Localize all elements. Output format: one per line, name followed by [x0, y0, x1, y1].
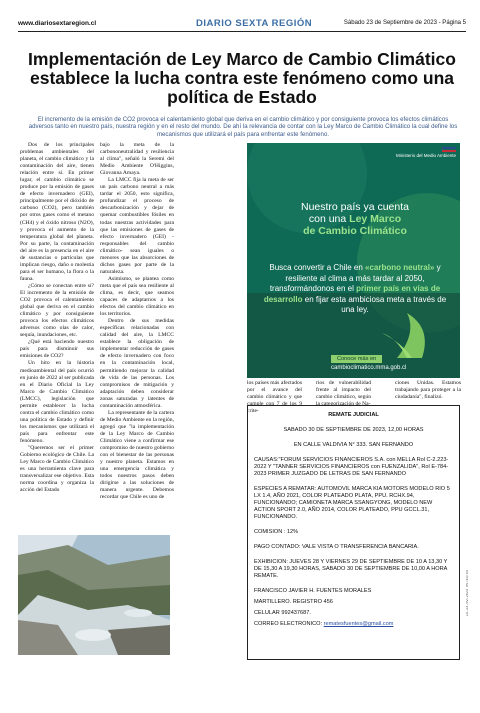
- auction-notice: [247, 405, 460, 660]
- ad-headline-2: [265, 213, 445, 237]
- paragraph: Dos de los principales problemas ambientales del planeta, el cambio climático y la contaminación del aire, tienen relación entre sí. En primer lugar, el cambio climático se produce por la emisión de gases de efecto invernadero (GEI), principalmente por el dióxido de carbono (CO2), pero también por otros gases como el metano (CH4) y el óxido nitroso (N2O), y provoca el aumento de la temperatura global del planeta. Por su parte, la contaminación del aire es la presencia en el aire de sustancias o partículas que implican riesgo, daño o molestia para el ser humano, la flora o la fauna.: [20, 142, 94, 282]
- ad-headline: [265, 201, 445, 213]
- ministry-flag: [396, 147, 456, 158]
- article-column-1: [20, 142, 94, 494]
- page-header: [18, 18, 466, 32]
- auction-comision: COMISION : 12%: [254, 529, 299, 535]
- paragraph: La LMCC fija la meta de ser un país carbono neutral a más tardar el 2050, esto significa, profundizar el proceso de descarbonización y dejar de quemar combustibles fósiles en todas nuestras actividades para que las emisiones de gases de efecto invernadero (GEI) - responsables del cambio climático- sean iguales o menores que las absorciones de dichos gases por parte de la naturaleza.: [100, 177, 174, 275]
- climate-law-advertisement[interactable]: [247, 143, 460, 378]
- ministry-name: Ministerio del Medio Ambiente: [395, 153, 456, 158]
- article-column-2: [100, 142, 174, 501]
- river-photo: [18, 535, 170, 655]
- ad-body-text: Busca convertir a Chile en: [269, 263, 363, 272]
- ad-headline-word: con una: [308, 213, 347, 225]
- ad-headline-highlight-2: de Cambio Climático: [303, 225, 407, 237]
- ad-cta-label: Conoce más en: [331, 355, 382, 363]
- auctioneer-role: MARTILLERO. REGISTRO 456: [254, 599, 333, 605]
- issue-date: Sábado 23 de Septiembre de 2023 - Página 5: [343, 20, 466, 26]
- auction-causas: CAUSAS:"FORUM SERVICIOS FINANCIEROS S.A. con MELLA Rol C-2.223-2022 Y "TANNER SERVICIOS FINANCIEROS con FUENZALIDA", Rol E-784-2023 PRIMER JUZGADO DE LETRAS DE SAN FERNANDO: [254, 457, 449, 477]
- paragraph: "Queremos ser el primer Gobierno ecológico de Chile. La Ley Marco de Cambio Climático es una herramienta clave para transversalizar ese objetivo. Esta norma coordina y organiza la acción del Estado: [20, 445, 94, 494]
- auctioneer-email-row: [254, 621, 453, 628]
- article-column-3: los países más afectados por el avance del cambio climático y que cumple con 7 de los 9 crite-: [247, 380, 302, 415]
- email-label: CORREO ELECTRONICO:: [254, 621, 323, 627]
- paragraph: ¿Cómo se conectan entre sí? El incremento de la emisión de CO2 provoca el calentamiento global que deriva en el cambio climático y por consiguiente provoca los efectos climáticos adversos como olas de calor, sequía, inundaciones, etc.: [20, 282, 94, 339]
- auction-where: EN CALLE VALDIVIA N° 333. SAN FERNANDO: [293, 442, 414, 448]
- article-title: Implementación de Ley Marco de Cambio Climático establece la lucha contra este fenómeno como una política de Estado: [28, 49, 456, 107]
- auction-when: SABADO 30 DE SEPTIEMBRE DE 2023, 12,00 HORAS: [283, 427, 424, 433]
- ad-headline-line1: Nuestro país ya cuenta: [301, 201, 409, 213]
- article-column-4: rios de vulnerabilidad frente al impacto del cambio climático, según la categorización de Na-: [316, 380, 371, 408]
- paragraph: Dentro de sus medidas específicas relacionadas con calidad del aire, la LMCC establece la obligación de implementar reducción de gases de efecto invernadero con foco en la contaminación local, permitiendo mejorar la calidad de vida de las personas. Los compromisos de mitigación y adaptación deben considerar zonas saturadas y latentes de contaminación atmosférica.: [100, 318, 174, 409]
- print-code: CS-23-09-2023 05:43:03: [466, 570, 470, 617]
- auction-pago: PAGO CONTADO: VALE VISTA O TRANSFERENCIA BANCARIA.: [254, 544, 419, 550]
- ad-url-link[interactable]: cambioclimatico.mma.gob.cl: [331, 365, 407, 371]
- ad-body-highlight: «carbono neutral»: [365, 263, 435, 272]
- site-url[interactable]: www.diariosextaregion.cl: [18, 20, 97, 27]
- ad-body-text: y resiliente al clima a más tardar al 2050, transformándonos en el: [269, 263, 441, 293]
- paragraph: bajo la meta de la carbononeutralidad y resiliencia al clima", señaló la Seremi del Medio Ambiente O'Higgins, Giovanna Amaya.: [100, 142, 174, 177]
- ad-body-text: en fijar esta ambiciosa meta a través de una ley.: [304, 294, 447, 314]
- ad-body: [261, 263, 449, 316]
- article-column-5: ciones Unidas. Estamos trabajando para proteger a la ciudadanía", finalizó.: [395, 380, 461, 401]
- email-link[interactable]: rematesfuentes@gmail.com: [323, 621, 394, 627]
- ad-body-highlight: primer país en vías de desarrollo: [263, 284, 441, 304]
- auction-title: REMATE JUDICIAL: [328, 412, 379, 418]
- auctioneer-phone: CELULAR 992437687.: [254, 610, 311, 616]
- article-lead: El incremento de la emisión de CO2 provoca el calentamiento global que deriva en el cambio climático y por consiguiente provoca los efectos climáticos adversos tanto en nuestro país, nuestra región y en el resto del mundo. De ahí la relevancia de contar con la Ley Marco de Cambio Climático la cual define los mecanismos que utilizará el país para enfrentar este fenómeno.: [28, 116, 458, 138]
- ad-headline-highlight: Ley Marco: [349, 213, 402, 225]
- paragraph: Un hito en la historia medioambiental del país ocurrió en junio de 2022 al ser publicada en el Diario Oficial la Ley Marco de Cambio Climático (LMCC), legislación que permite establecer la lucha contra el cambio climático como una política de Estado y definir los mecanismos que utilizará el país para enfrentar este fenómeno.: [20, 360, 94, 444]
- auction-exhibicion: EXHIBICION: JUEVES 28 Y VIERNES 29 DE SEPTIEMBRE DE 10 A 13,30 Y DE 15,30 A 19,30 HORAS, SABADO 30 DE SEPTIEMBRE DE 10,00 A HORA REMATE.: [254, 559, 448, 579]
- auction-especies: ESPECIES A REMATAR: AUTOMOVIL MARCA KIA MOTORS MODELO RIO 5 LX 1.4, AÑO 2021, COLOR PLATEADO PLATA, PPU. RCHX.94, FUNCIONANDO; CAMIONETA MARCA SSANGYONG, MODELO NEW ACTION SPORT 2.0, AÑO 2014, COLOR PLATEADO, PPU GCCL.31, FUNCIONANDO.: [254, 486, 450, 520]
- paragraph: ¿Qué está haciendo nuestro país para disminuir sus emisiones de CO2?: [20, 339, 94, 360]
- newspaper-name: DIARIO SEXTA REGIÓN: [196, 18, 313, 29]
- auctioneer-name: FRANCISCO JAVIER H. FUENTES MORALES: [254, 588, 372, 594]
- paragraph: Asimismo, se plantea como meta que el país sea resiliente al clima, es decir, que seamos capaces de adaptarnos a los efectos del cambio climático en los territorios.: [100, 275, 174, 318]
- paragraph: La representante de la cartera de Medio Ambiente en la región, agregó que "la implementación de la Ley Marco de Cambio Climático viene a confirmar ese compromiso de nuestro gobierno con el bienestar de las personas y nuestro planeta. Estamos en una emergencia climática y todos nuestros pasos deben dirigirse a las soluciones de manera urgente. Debemos recordar que Chile es uno de: [100, 409, 174, 501]
